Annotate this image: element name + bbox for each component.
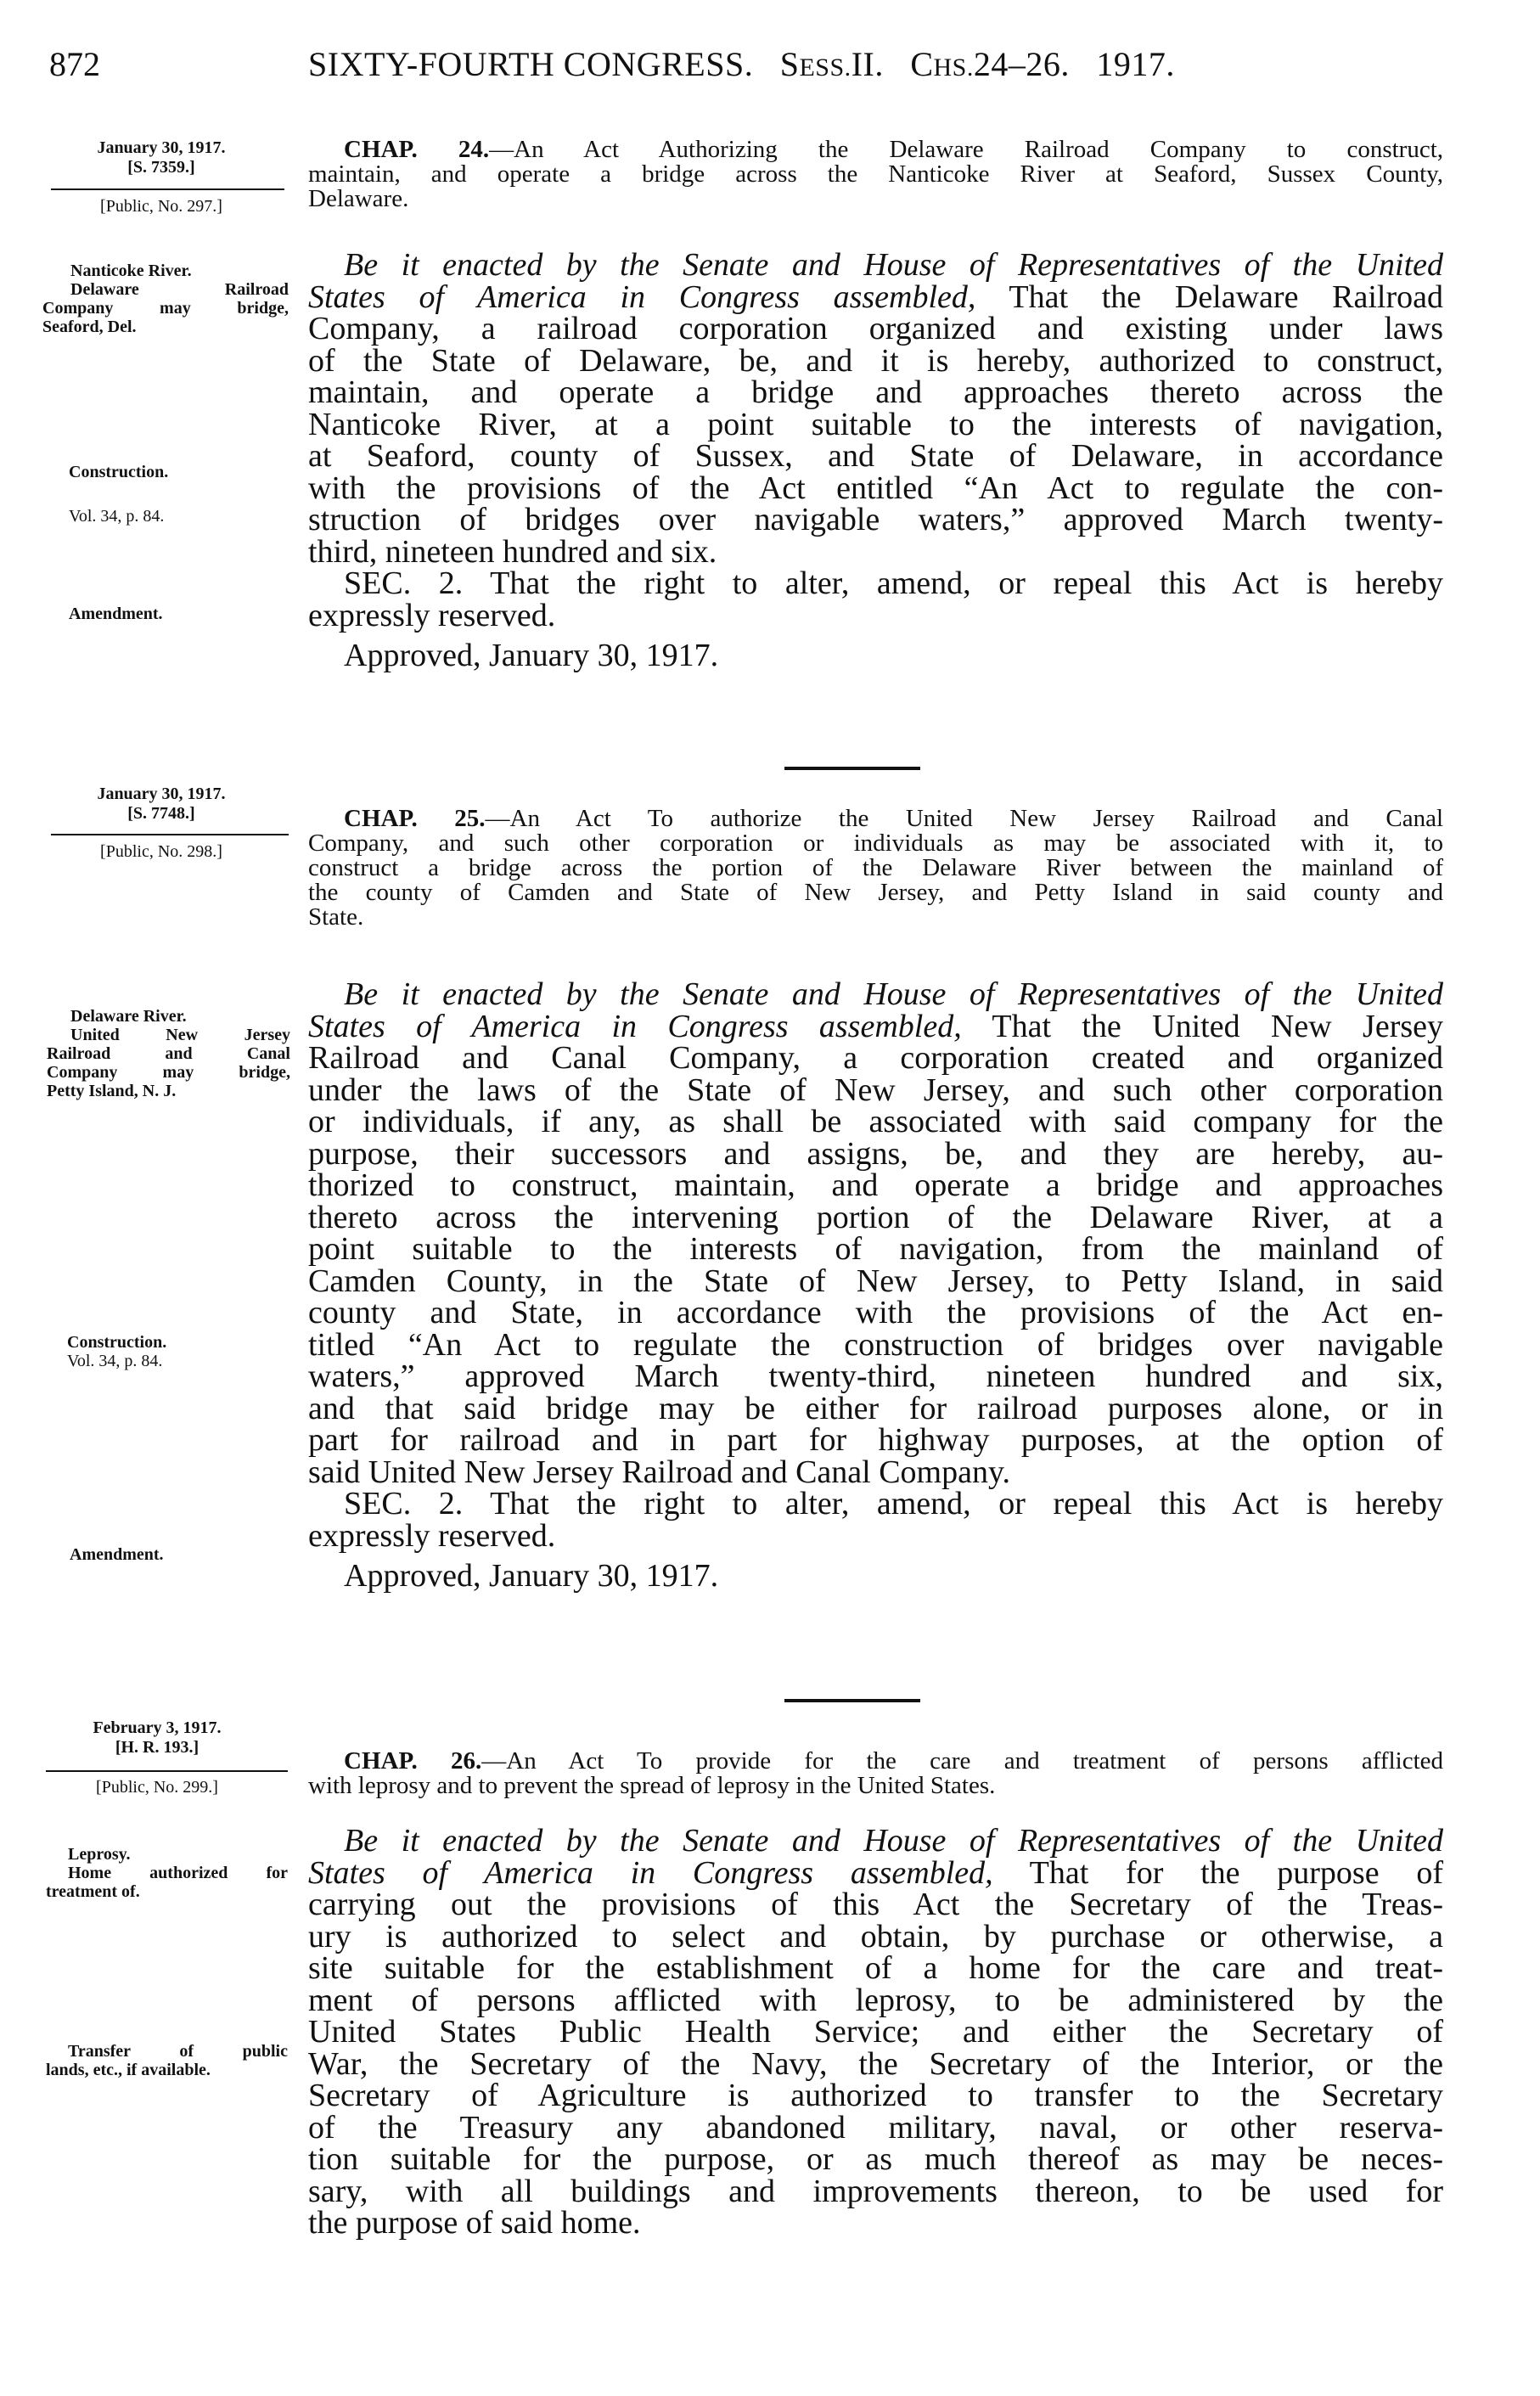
- page-header: [49, 44, 1459, 95]
- chapter-body: [308, 247, 1443, 673]
- text-span: ESS.: [799, 53, 851, 82]
- text-line: Transfer of public: [68, 2042, 288, 2061]
- side-note-subject: [46, 1845, 288, 1901]
- text-span: SEC. 2.: [344, 1486, 464, 1521]
- text-line: expressly reserved.: [308, 1517, 556, 1554]
- side-note-volume-ref: Vol. 34, p. 84.: [69, 507, 165, 526]
- text-line: site suitable for the establishment of a home for the care and treat-: [308, 1950, 1443, 1986]
- section-2: [308, 565, 1443, 601]
- text-span: States of America in Congress assembled,: [308, 1854, 993, 1891]
- text-line: sary, with all buildings and improvements thereon, to be used for: [308, 2173, 1443, 2209]
- text-line: under the laws of the State of New Jersey, and such other corporation: [308, 1071, 1443, 1108]
- text-line: Delaware Railroad: [70, 280, 289, 299]
- text-span: HS.: [933, 53, 974, 82]
- text-line: lands, etc., if available.: [46, 2061, 211, 2079]
- text-line: maintain, and operate a bridge across the Nanticoke River at Seaford, Sussex County,: [308, 160, 1443, 188]
- text-line: and that said bridge may be either for railroad purposes alone, or in: [308, 1390, 1443, 1426]
- text-line: Leprosy.: [68, 1845, 131, 1864]
- session: [780, 45, 884, 83]
- text-line: or individuals, if any, as shall be associated with said company for the: [308, 1104, 1443, 1139]
- text-line: county and State, in accordance with the provisions of the Act en-: [308, 1295, 1443, 1330]
- chapter-headnote: [308, 1749, 1443, 1798]
- text-span: S: [779, 45, 800, 83]
- text-line: construct a bridge across the portion of the Delaware River between the mainland of: [308, 854, 1443, 881]
- text-line: expressly reserved.: [308, 597, 556, 633]
- text-line: with leprosy and to prevent the spread of leprosy in the United States.: [308, 1772, 996, 1799]
- text-span: C: [910, 45, 934, 83]
- margin-public-number: [Public, No. 299.]: [96, 1778, 218, 1797]
- text-span: II.: [851, 45, 884, 83]
- margin-date: January 30, 1917.: [97, 785, 226, 803]
- text-line: United New Jersey: [70, 1026, 290, 1044]
- text-line: thorized to construct, maintain, and operate a bridge and approaches: [308, 1167, 1443, 1203]
- text-line: [308, 278, 1443, 315]
- margin-public-number: [Public, No. 298.]: [100, 842, 222, 861]
- congress-title: SIXTY-FOURTH CONGRESS.: [308, 45, 754, 83]
- approval-date: Approved, January 30, 1917.: [344, 1558, 719, 1594]
- chapters-range: [910, 45, 1070, 83]
- text-span: That the United New Jersey: [961, 1008, 1444, 1044]
- text-span: —An Act To provide for the care and treatment of persons afflicted: [481, 1747, 1444, 1775]
- text-span: —An Act To authorize the United New Jersey Railroad and Canal: [485, 805, 1443, 832]
- margin-divider: [46, 1770, 288, 1772]
- text-line: of the Treasury any abandoned military, naval, or other reserva-: [308, 2109, 1443, 2146]
- page-number: 872: [49, 45, 100, 83]
- text-span: —An Act Authorizing the Delaware Railroad Company to construct,: [489, 136, 1444, 163]
- text-line: treatment of.: [46, 1882, 140, 1901]
- text-line: Company may bridge,: [47, 1063, 290, 1082]
- chapter-separator: [784, 1699, 920, 1702]
- text-line: the county of Camden and State of New Jersey, and Petty Island in said county and: [308, 879, 1443, 906]
- text-span: That the right to alter, amend, or repeal this Act is hereby: [463, 565, 1443, 601]
- text-line: Delaware River.: [70, 1007, 187, 1026]
- text-line: said United New Jersey Railroad and Canal Company.: [308, 1454, 1011, 1490]
- text-line: Camden County, in the State of New Jersey, to Petty Island, in said: [308, 1263, 1443, 1299]
- text-span: States of America in Congress assembled,: [308, 278, 976, 315]
- text-line: purpose, their successors and assigns, be, and they are hereby, au-: [308, 1135, 1443, 1172]
- chapter-headnote: [308, 138, 1443, 211]
- text-line: [308, 138, 1443, 162]
- text-line: Nanticoke River, at a point suitable to the interests of navigation,: [308, 406, 1443, 442]
- text-line: at Seaford, county of Sussex, and State of Delaware, in accordance: [308, 438, 1443, 474]
- text-line: part for railroad and in part for highway purposes, at the option of: [308, 1422, 1443, 1458]
- text-line: struction of bridges over navigable waters,” approved March twenty-: [308, 502, 1443, 537]
- text-line: Company may bridge,: [42, 299, 289, 318]
- text-line: third, nineteen hundred and six.: [308, 533, 717, 570]
- side-note-subject: [42, 262, 289, 336]
- approval-date: Approved, January 30, 1917.: [344, 638, 719, 673]
- text-line: State.: [308, 903, 364, 931]
- text-line: War, the Secretary of the Navy, the Secretary of the Interior, or the: [308, 2045, 1443, 2082]
- text-line: Company, and such other corporation or individuals as may be associated with it, to: [308, 830, 1443, 857]
- chapter-label: CHAP. 26.: [344, 1747, 482, 1775]
- text-line: of the State of Delaware, be, and it is hereby, authorized to construct,: [308, 342, 1443, 379]
- running-head: [308, 44, 1175, 84]
- text-line: Petty Island, N. J.: [47, 1082, 177, 1100]
- text-line: carrying out the provisions of this Act the Secretary of the Treas-: [308, 1887, 1443, 1922]
- text-line: Vol. 34, p. 84.: [67, 1352, 163, 1370]
- chapter-headnote: [308, 807, 1443, 930]
- text-line: Seaford, Del.: [42, 318, 137, 336]
- side-note-amendment: Amendment.: [70, 1545, 164, 1564]
- text-line: titled “An Act to regulate the construction of bridges over navigable: [308, 1326, 1443, 1363]
- text-line: with the provisions of the Act entitled “An Act to regulate the con-: [308, 470, 1443, 506]
- text-line: Secretary of Agriculture is authorized to transfer to the Secretary: [308, 2078, 1443, 2113]
- text-line: waters,” approved March twenty-third, nineteen hundred and six,: [308, 1358, 1443, 1394]
- text-line: maintain, and operate a bridge and approaches thereto across the: [308, 374, 1443, 410]
- side-note-construction: Construction.: [69, 463, 169, 481]
- side-note-construction: [67, 1333, 166, 1370]
- text-line: point suitable to the interests of navigation, from the mainland of: [308, 1231, 1443, 1267]
- enacting-clause: Be it enacted by the Senate and House of Representatives of the United: [344, 976, 1443, 1012]
- year: 1917.: [1096, 45, 1175, 83]
- text-line: Construction.: [67, 1333, 167, 1352]
- text-line: Railroad and Canal: [47, 1044, 290, 1063]
- text-line: Delaware.: [308, 185, 409, 212]
- margin-bill-number: [H. R. 193.]: [115, 1738, 200, 1757]
- margin-divider: [51, 188, 284, 190]
- chapter-label: CHAP. 24.: [344, 136, 490, 163]
- text-span: That the Delaware Railroad: [975, 278, 1443, 315]
- text-line: [308, 1008, 1444, 1044]
- text-line: Railroad and Canal Company, a corporation created and organized: [308, 1040, 1443, 1076]
- text-line: ury is authorized to select and obtain, by purchase or otherwise, a: [308, 1918, 1443, 1954]
- text-span: SEC. 2.: [344, 565, 464, 601]
- text-span: That the right to alter, amend, or repeal this Act is hereby: [463, 1486, 1443, 1521]
- text-line: [308, 1854, 1443, 1891]
- text-line: tion suitable for the purpose, or as much thereof as may be neces-: [308, 2141, 1443, 2177]
- chapter-label: CHAP. 25.: [344, 805, 486, 832]
- side-note-transfer: [46, 2042, 288, 2079]
- text-line: United States Public Health Service; and either the Secretary of: [308, 2014, 1443, 2050]
- chapter-body: [308, 1825, 1443, 2240]
- enacting-clause: Be it enacted by the Senate and House of Representatives of the United: [344, 247, 1443, 283]
- text-line: thereto across the intervening portion of the Delaware River, at a: [308, 1199, 1443, 1235]
- enacting-clause: Be it enacted by the Senate and House of Representatives of the United: [344, 1823, 1443, 1859]
- text-span: States of America in Congress assembled,: [308, 1008, 962, 1044]
- text-line: the purpose of said home.: [308, 2205, 641, 2241]
- margin-date: February 3, 1917.: [93, 1718, 222, 1737]
- text-line: Company, a railroad corporation organized and existing under laws: [308, 311, 1443, 346]
- side-note-amendment: Amendment.: [69, 605, 163, 623]
- text-line: Home authorized for: [68, 1864, 288, 1882]
- margin-public-number: [Public, No. 297.]: [100, 197, 222, 216]
- section-2: [308, 1488, 1443, 1521]
- margin-bill-number: [S. 7748.]: [127, 804, 195, 823]
- chapter-separator: [784, 767, 920, 770]
- margin-date: January 30, 1917.: [97, 138, 226, 157]
- margin-bill-number: [S. 7359.]: [127, 158, 195, 177]
- text-span: That for the purpose of: [992, 1854, 1443, 1891]
- text-line: [308, 1749, 1443, 1774]
- side-note-subject: [47, 1007, 290, 1100]
- text-line: Nanticoke River.: [70, 262, 192, 280]
- text-line: [308, 807, 1443, 831]
- text-line: ment of persons afflicted with leprosy, to be administered by the: [308, 1982, 1443, 2018]
- chapter-body: [308, 976, 1444, 1594]
- text-span: 24–26.: [973, 45, 1070, 83]
- margin-divider: [51, 834, 289, 835]
